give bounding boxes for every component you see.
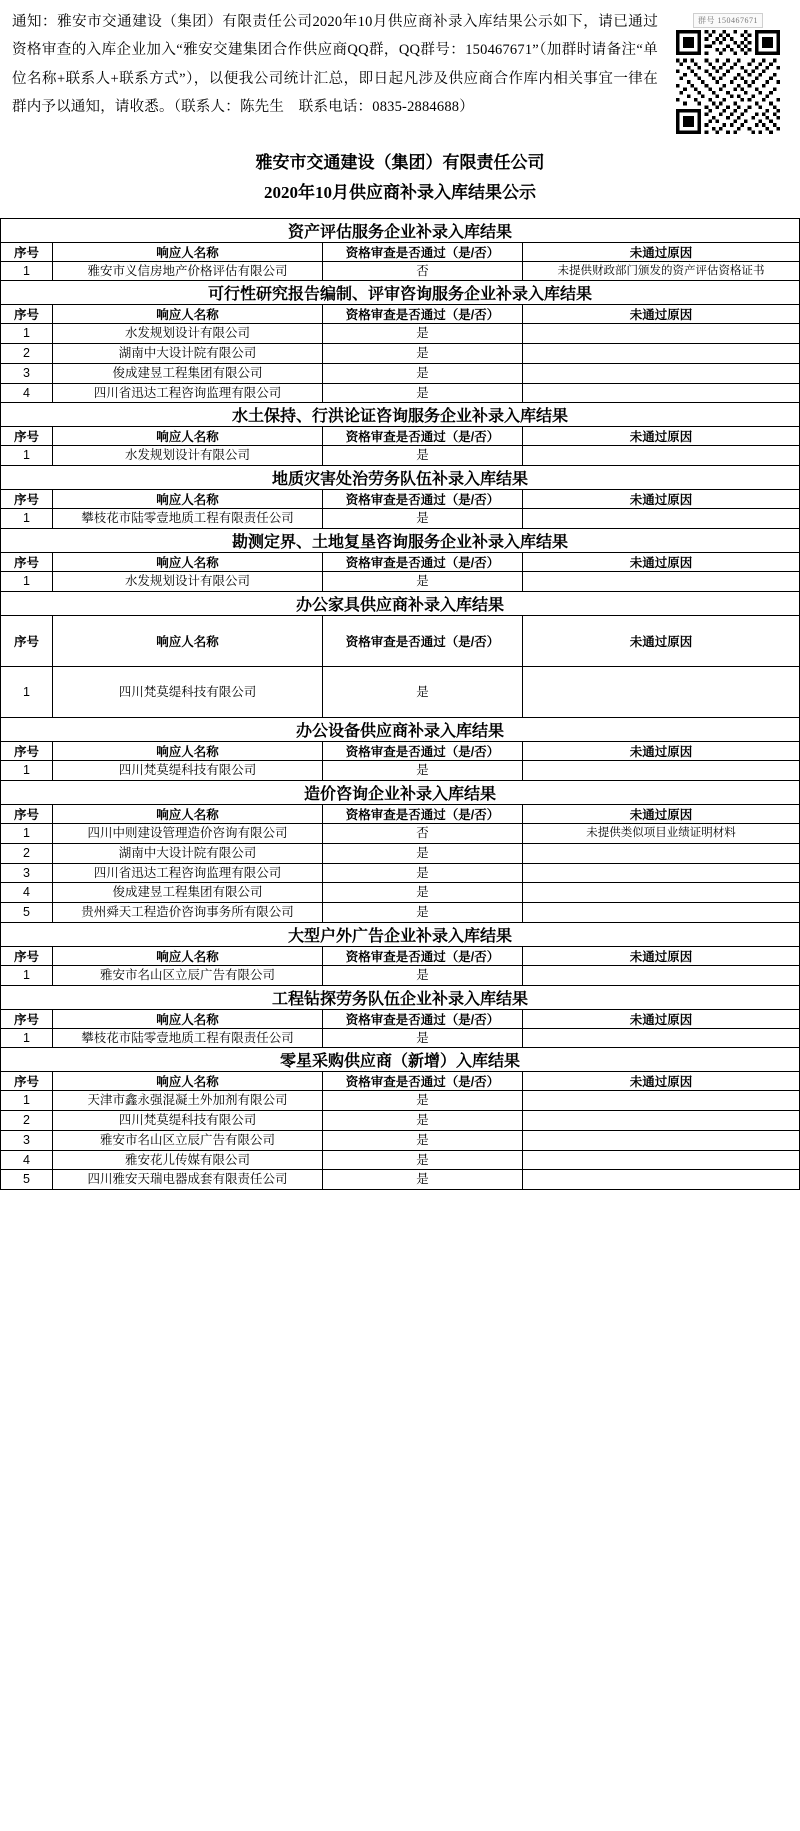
cell-reason [523,666,800,718]
table-row [1,843,800,863]
column-header-reason: 未通过原因 [523,805,800,824]
cell-no: 1 [1,571,53,591]
column-header-pass: 资格审查是否通过（是/否） [323,305,523,324]
cell-no: 1 [1,324,53,344]
column-header-no: 序号 [1,242,53,261]
table-row [1,509,800,529]
table-row [1,344,800,364]
cell-no: 2 [1,843,53,863]
cell-reason [523,509,800,529]
column-header-no: 序号 [1,615,53,666]
cell-pass: 是 [323,1091,523,1111]
column-header-row [1,946,800,965]
table-row [1,666,800,718]
column-header-pass: 资格审查是否通过（是/否） [323,615,523,666]
qr-block [668,8,788,134]
section-title-row [1,781,800,805]
section-title-row [1,281,800,305]
column-header-pass: 资格审查是否通过（是/否） [323,805,523,824]
cell-name: 四川省迅达工程咨询监理有限公司 [53,863,323,883]
column-header-name: 响应人名称 [53,427,323,446]
cell-reason [523,1111,800,1131]
column-header-pass: 资格审查是否通过（是/否） [323,552,523,571]
table-row [1,883,800,903]
cell-name: 俊成建昱工程集团有限公司 [53,363,323,383]
table-row [1,1130,800,1150]
cell-reason [523,571,800,591]
cell-reason [523,344,800,364]
cell-name: 雅安市义信房地产价格评估有限公司 [53,261,323,281]
column-header-row [1,1072,800,1091]
column-header-no: 序号 [1,742,53,761]
cell-pass: 是 [323,363,523,383]
section-title-row [1,591,800,615]
cell-no: 1 [1,965,53,985]
cell-name: 水发规划设计有限公司 [53,324,323,344]
column-header-name: 响应人名称 [53,305,323,324]
column-header-reason: 未通过原因 [523,1072,800,1091]
column-header-reason: 未通过原因 [523,1009,800,1028]
cell-pass: 是 [323,344,523,364]
section-title-row [1,466,800,490]
cell-no: 4 [1,383,53,403]
section-title: 可行性研究报告编制、评审咨询服务企业补录入库结果 [1,281,800,305]
cell-reason [523,363,800,383]
column-header-name: 响应人名称 [53,490,323,509]
cell-name: 四川省迅达工程咨询监理有限公司 [53,383,323,403]
section-title: 零星采购供应商（新增）入库结果 [1,1048,800,1072]
section-title-row [1,1048,800,1072]
cell-reason [523,863,800,883]
page-title-line2: 2020年10月供应商补录入库结果公示 [264,182,536,202]
section-title: 地质灾害处治劳务队伍补录入库结果 [1,466,800,490]
cell-pass: 否 [323,261,523,281]
cell-reason [523,965,800,985]
cell-name: 水发规划设计有限公司 [53,446,323,466]
page-title-line1: 雅安市交通建设（集团）有限责任公司 [255,153,545,172]
column-header-name: 响应人名称 [53,742,323,761]
table-row [1,571,800,591]
column-header-reason: 未通过原因 [523,490,800,509]
section-title: 工程钻探劳务队伍企业补录入库结果 [1,985,800,1009]
column-header-reason: 未通过原因 [523,242,800,261]
column-header-row [1,242,800,261]
column-header-pass: 资格审查是否通过（是/否） [323,946,523,965]
cell-no: 1 [1,1028,53,1048]
cell-pass: 是 [323,1170,523,1190]
cell-pass: 是 [323,383,523,403]
section-title-row [1,528,800,552]
qr-code-image [676,30,780,134]
column-header-no: 序号 [1,490,53,509]
column-header-name: 响应人名称 [53,242,323,261]
column-header-name: 响应人名称 [53,1072,323,1091]
cell-pass: 是 [323,666,523,718]
column-header-reason: 未通过原因 [523,427,800,446]
cell-reason [523,1028,800,1048]
column-header-name: 响应人名称 [53,1009,323,1028]
section-title: 大型户外广告企业补录入库结果 [1,922,800,946]
cell-no: 5 [1,1170,53,1190]
table-row [1,446,800,466]
column-header-pass: 资格审查是否通过（是/否） [323,242,523,261]
qr-code-icon [676,30,780,134]
column-header-name: 响应人名称 [53,552,323,571]
section-title-row [1,922,800,946]
column-header-pass: 资格审查是否通过（是/否） [323,427,523,446]
cell-name: 天津市鑫永强混凝土外加剂有限公司 [53,1091,323,1111]
section-title: 办公家具供应商补录入库结果 [1,591,800,615]
table-row [1,1028,800,1048]
page-title [0,140,800,218]
section-title: 资产评估服务企业补录入库结果 [1,218,800,242]
cell-reason: 未提供财政部门颁发的资产评估资格证书 [523,261,800,281]
column-header-name: 响应人名称 [53,946,323,965]
cell-name: 湖南中大设计院有限公司 [53,843,323,863]
column-header-no: 序号 [1,552,53,571]
section-title-row [1,985,800,1009]
cell-reason [523,1170,800,1190]
column-header-row [1,615,800,666]
table-row [1,1111,800,1131]
column-header-no: 序号 [1,946,53,965]
table-row [1,824,800,844]
section-title-row [1,218,800,242]
cell-name: 攀枝花市陆零壹地质工程有限责任公司 [53,509,323,529]
column-header-no: 序号 [1,1072,53,1091]
cell-reason [523,1130,800,1150]
column-header-reason: 未通过原因 [523,742,800,761]
cell-no: 3 [1,863,53,883]
table-row [1,324,800,344]
cell-pass: 是 [323,1150,523,1170]
column-header-no: 序号 [1,427,53,446]
cell-name: 雅安花儿传媒有限公司 [53,1150,323,1170]
cell-name: 俊成建昱工程集团有限公司 [53,883,323,903]
notice-block [0,0,800,140]
cell-no: 1 [1,761,53,781]
table-row [1,863,800,883]
column-header-no: 序号 [1,805,53,824]
cell-reason: 未提供类似项目业绩证明材料 [523,824,800,844]
cell-no: 4 [1,1150,53,1170]
cell-no: 1 [1,446,53,466]
cell-pass: 是 [323,509,523,529]
cell-pass: 是 [323,903,523,923]
table-row [1,1150,800,1170]
cell-pass: 否 [323,824,523,844]
column-header-pass: 资格审查是否通过（是/否） [323,1072,523,1091]
column-header-row [1,427,800,446]
cell-no: 4 [1,883,53,903]
cell-reason [523,324,800,344]
cell-pass: 是 [323,965,523,985]
cell-name: 四川梵莫缇科技有限公司 [53,1111,323,1131]
cell-no: 3 [1,1130,53,1150]
column-header-pass: 资格审查是否通过（是/否） [323,742,523,761]
column-header-row [1,742,800,761]
cell-pass: 是 [323,1028,523,1048]
table-row [1,1091,800,1111]
column-header-row [1,552,800,571]
cell-name: 四川梵莫缇科技有限公司 [53,761,323,781]
cell-pass: 是 [323,1111,523,1131]
cell-name: 湖南中大设计院有限公司 [53,344,323,364]
section-title: 造价咨询企业补录入库结果 [1,781,800,805]
table-row [1,363,800,383]
cell-name: 雅安市名山区立辰广告有限公司 [53,965,323,985]
cell-reason [523,1150,800,1170]
section-title: 勘测定界、土地复垦咨询服务企业补录入库结果 [1,528,800,552]
section-title-row [1,718,800,742]
cell-name: 雅安市名山区立辰广告有限公司 [53,1130,323,1150]
cell-name: 攀枝花市陆零壹地质工程有限责任公司 [53,1028,323,1048]
cell-no: 2 [1,1111,53,1131]
cell-no: 1 [1,1091,53,1111]
cell-reason [523,1091,800,1111]
cell-reason [523,761,800,781]
column-header-row [1,490,800,509]
cell-no: 1 [1,261,53,281]
cell-reason [523,903,800,923]
cell-pass: 是 [323,1130,523,1150]
cell-name: 水发规划设计有限公司 [53,571,323,591]
column-header-reason: 未通过原因 [523,946,800,965]
cell-no: 1 [1,666,53,718]
cell-pass: 是 [323,843,523,863]
cell-pass: 是 [323,863,523,883]
cell-name: 四川梵莫缇科技有限公司 [53,666,323,718]
column-header-name: 响应人名称 [53,805,323,824]
column-header-reason: 未通过原因 [523,615,800,666]
cell-name: 贵州舜天工程造价咨询事务所有限公司 [53,903,323,923]
notice-text: 通知：雅安市交通建设（集团）有限责任公司2020年10月供应商补录入库结果公示如下，请已通过资格审查的入库企业加入“雅安交建集团合作供应商QQ群，QQ群号：150467671”（加群时请备注“单位名称+联系人+联系方式”），以便我公司统计汇总，即日起凡涉及供应商合作库内相关事宜一律在群内予以通知，请收悉。（联系人：陈先生 联系电话：0835-2884688） [12,14,658,115]
cell-pass: 是 [323,446,523,466]
column-header-reason: 未通过原因 [523,552,800,571]
table-row [1,965,800,985]
column-header-row [1,805,800,824]
cell-pass: 是 [323,571,523,591]
qr-label: 群号 150467671 [693,13,763,28]
table-row [1,1170,800,1190]
cell-no: 5 [1,903,53,923]
cell-no: 2 [1,344,53,364]
cell-pass: 是 [323,883,523,903]
table-row [1,383,800,403]
column-header-no: 序号 [1,1009,53,1028]
column-header-reason: 未通过原因 [523,305,800,324]
column-header-name: 响应人名称 [53,615,323,666]
cell-reason [523,843,800,863]
cell-reason [523,383,800,403]
column-header-pass: 资格审查是否通过（是/否） [323,490,523,509]
cell-pass: 是 [323,761,523,781]
cell-pass: 是 [323,324,523,344]
cell-no: 3 [1,363,53,383]
column-header-row [1,305,800,324]
cell-reason [523,883,800,903]
column-header-no: 序号 [1,305,53,324]
cell-reason [523,446,800,466]
section-title: 办公设备供应商补录入库结果 [1,718,800,742]
column-header-row [1,1009,800,1028]
table-row [1,903,800,923]
cell-no: 1 [1,509,53,529]
table-row [1,261,800,281]
section-title: 水土保持、行洪论证咨询服务企业补录入库结果 [1,403,800,427]
cell-name: 四川中则建设管理造价咨询有限公司 [53,824,323,844]
cell-name: 四川雅安天瑞电器成套有限责任公司 [53,1170,323,1190]
column-header-pass: 资格审查是否通过（是/否） [323,1009,523,1028]
section-title-row [1,403,800,427]
table-row [1,761,800,781]
cell-no: 1 [1,824,53,844]
results-table [0,218,800,1191]
